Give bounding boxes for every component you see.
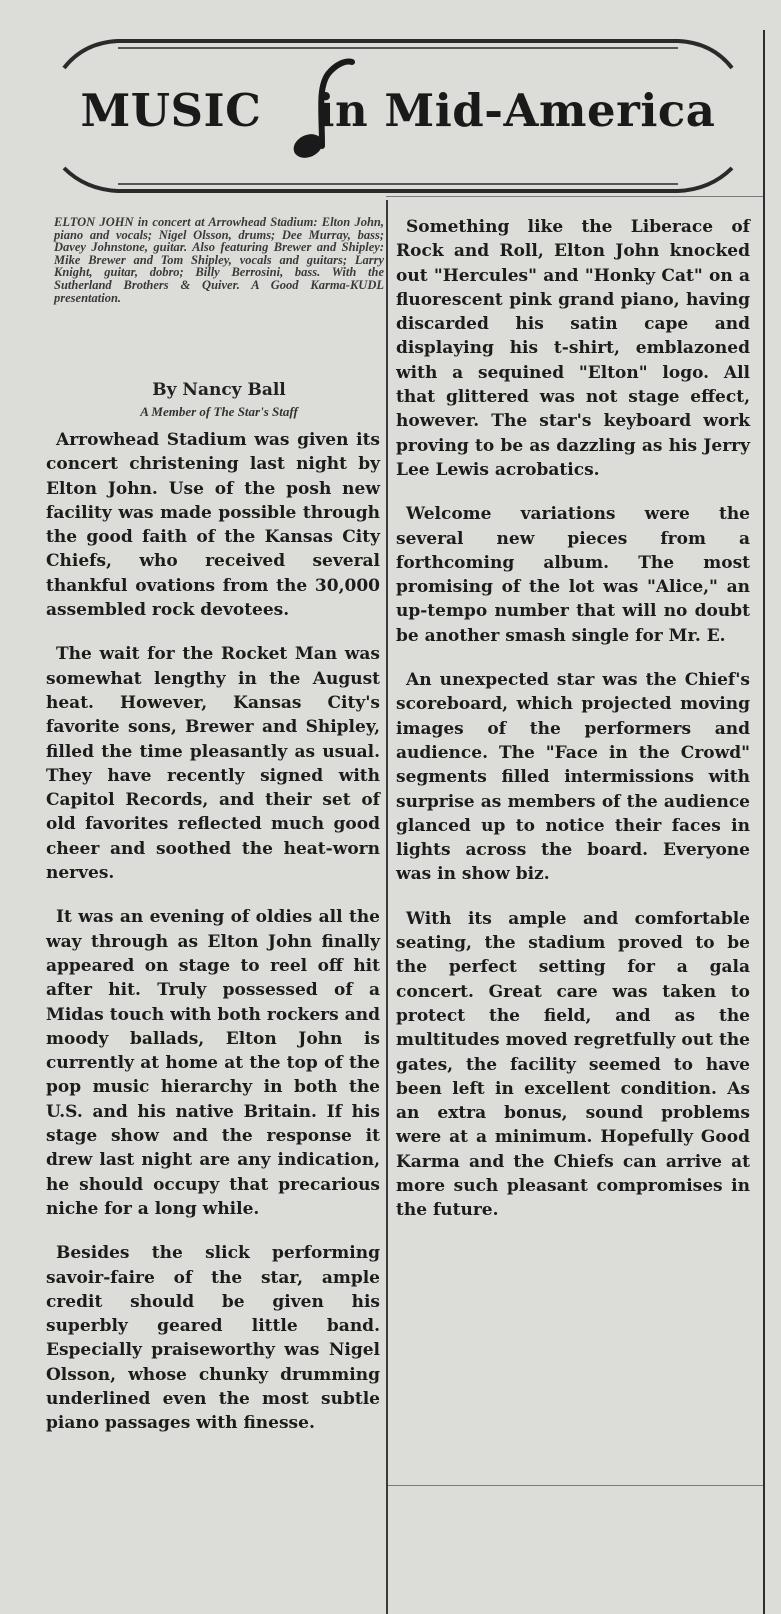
byline-staff-note: A Member of The Star's Staff	[140, 404, 298, 419]
concert-credits: ELTON JOHN in concert at Arrowhead Stadium: Elton John, piano and vocals; Nigel Olsson, drums; Dee Murray, bass; Davey Johnstone, guitar. Also featuring Brewer and Shipley: Mike Brewer and Tom Shipley, vocals and guitars; Larry Knight, guitar, dobro; Billy Berrosini, bass. With the Sutherland Brothers & Quiver. A Good Karma-KUDL presentation.	[54, 215, 384, 305]
left-column	[46, 428, 380, 1456]
article-paragraph: The wait for the Rocket Man was somewhat lengthy in the August heat. However, Kansas City's favorite sons, Brewer and Shipley, filled the time pleasantly as usual. They have recently signed with Capitol Records, and their set of old favorites reflected much good cheer and soothed the heat-worn nerves.	[46, 644, 380, 884]
article-paragraph: Arrowhead Stadium was given its concert christening last night by Elton John. Use of the posh new facility was made possible through the good faith of the Kansas City Chiefs, who received several thankful ovations from the 30,000 assembled rock devotees.	[46, 430, 380, 621]
article-paragraph: Besides the slick performing savoir-faire of the star, ample credit should be given his superbly geared little band. Especially praiseworthy was Nigel Olsson, whose chunky drumming underlined even the most subtle piano passages with finesse.	[46, 1243, 380, 1434]
right-column	[396, 215, 750, 1243]
byline-author: By Nancy Ball	[152, 380, 286, 400]
column-divider	[386, 200, 388, 1614]
masthead-title	[56, 84, 740, 137]
article-paragraph: An unexpected star was the Chief's scoreboard, which projected moving images of the performers and audience. The "Face in the Crowd" segments filled intermissions with surprise as members of the audience glanced up to notice their faces in lights across the board. Everyone was in show biz.	[396, 670, 750, 885]
article-paragraph: Welcome variations were the several new pieces from a forthcoming album. The most promising of the lot was "Alice," an up-tempo number that will no doubt be another smash single for Mr. E.	[396, 504, 750, 646]
page-edge-rule	[763, 30, 765, 1614]
article-paragraph: It was an evening of oldies all the way through as Elton John finally appeared on stage to reel off hit after hit. Truly possessed of a Midas touch with both rockers and moody ballads, Elton John is currently at home at the top of the pop music hierarchy in both the U.S. and his native Britain. If his stage show and the response it drew last night are any indication, he should occupy that precarious niche for a long while.	[46, 907, 380, 1219]
article-paragraph: With its ample and comfortable seating, the stadium proved to be the perfect setting for a gala concert. Great care was taken to protect the field, and as the multitudes moved regretfully out the gates, the facility seemed to have been left in excellent condition. As an extra bonus, sound problems were at a minimum. Hopefully Good Karma and the Chiefs can arrive at more such pleasant compromises in the future.	[396, 908, 750, 1221]
masthead-banner	[56, 20, 740, 204]
masthead-title-music: MUSIC	[80, 84, 262, 137]
article-paragraph: Something like the Liberace of Rock and Roll, Elton John knocked out "Hercules" and "Honky Cat" on a fluorescent pink grand piano, having discarded his satin cape and displaying his t-shirt, emblazoned with a sequined "Elton" logo. All that glittered was not stage effect, however. The star's keyboard work proving to be as dazzling as his Jerry Lee Lewis acrobatics.	[396, 217, 750, 480]
masthead-title-mid-america: in Mid-America	[317, 84, 716, 137]
